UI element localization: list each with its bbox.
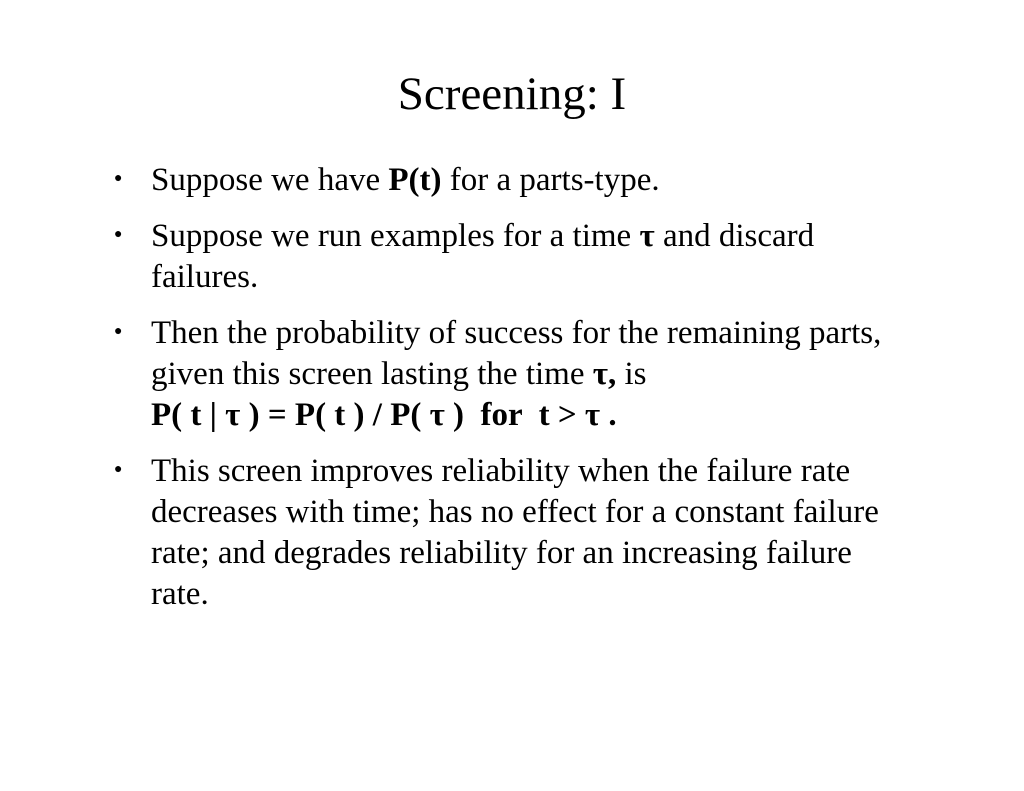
bullet-bold-text: τ, bbox=[592, 356, 617, 392]
bullet-text: for a parts-type. bbox=[441, 162, 660, 198]
bullet-text: is bbox=[616, 356, 647, 392]
bullet-item-reliability-effect bbox=[114, 451, 914, 615]
bullet-item-success-probability bbox=[114, 313, 914, 436]
bullet-bold-text: P(t) bbox=[388, 162, 442, 198]
bullet-text: and discard failures. bbox=[151, 218, 815, 295]
formula: P( t | τ ) = P( t ) / P( τ ) for t > τ . bbox=[151, 397, 617, 433]
bullet-icon: ● bbox=[114, 227, 123, 242]
bullet-item-parts-type bbox=[114, 160, 914, 201]
bullet-icon: ● bbox=[114, 324, 123, 339]
slide-title: Screening: I bbox=[397, 68, 627, 120]
bullet-list bbox=[114, 160, 914, 630]
bullet-icon: ● bbox=[114, 462, 123, 477]
bullet-icon: ● bbox=[114, 171, 123, 186]
bullet-text: Then the probability of success for the remaining parts, given this screen lasting the time bbox=[151, 315, 882, 392]
bullet-text: Suppose we run examples for a time bbox=[151, 218, 640, 254]
bullet-bold-text: τ bbox=[639, 218, 655, 254]
bullet-text: Suppose we have bbox=[151, 162, 389, 198]
bullet-text: This screen improves reliability when the failure rate decreases with time; has no effect for a constant failure rate; and degrades reliability for an increasing failure rate. bbox=[151, 453, 879, 612]
bullet-item-discard-failures bbox=[114, 216, 914, 298]
